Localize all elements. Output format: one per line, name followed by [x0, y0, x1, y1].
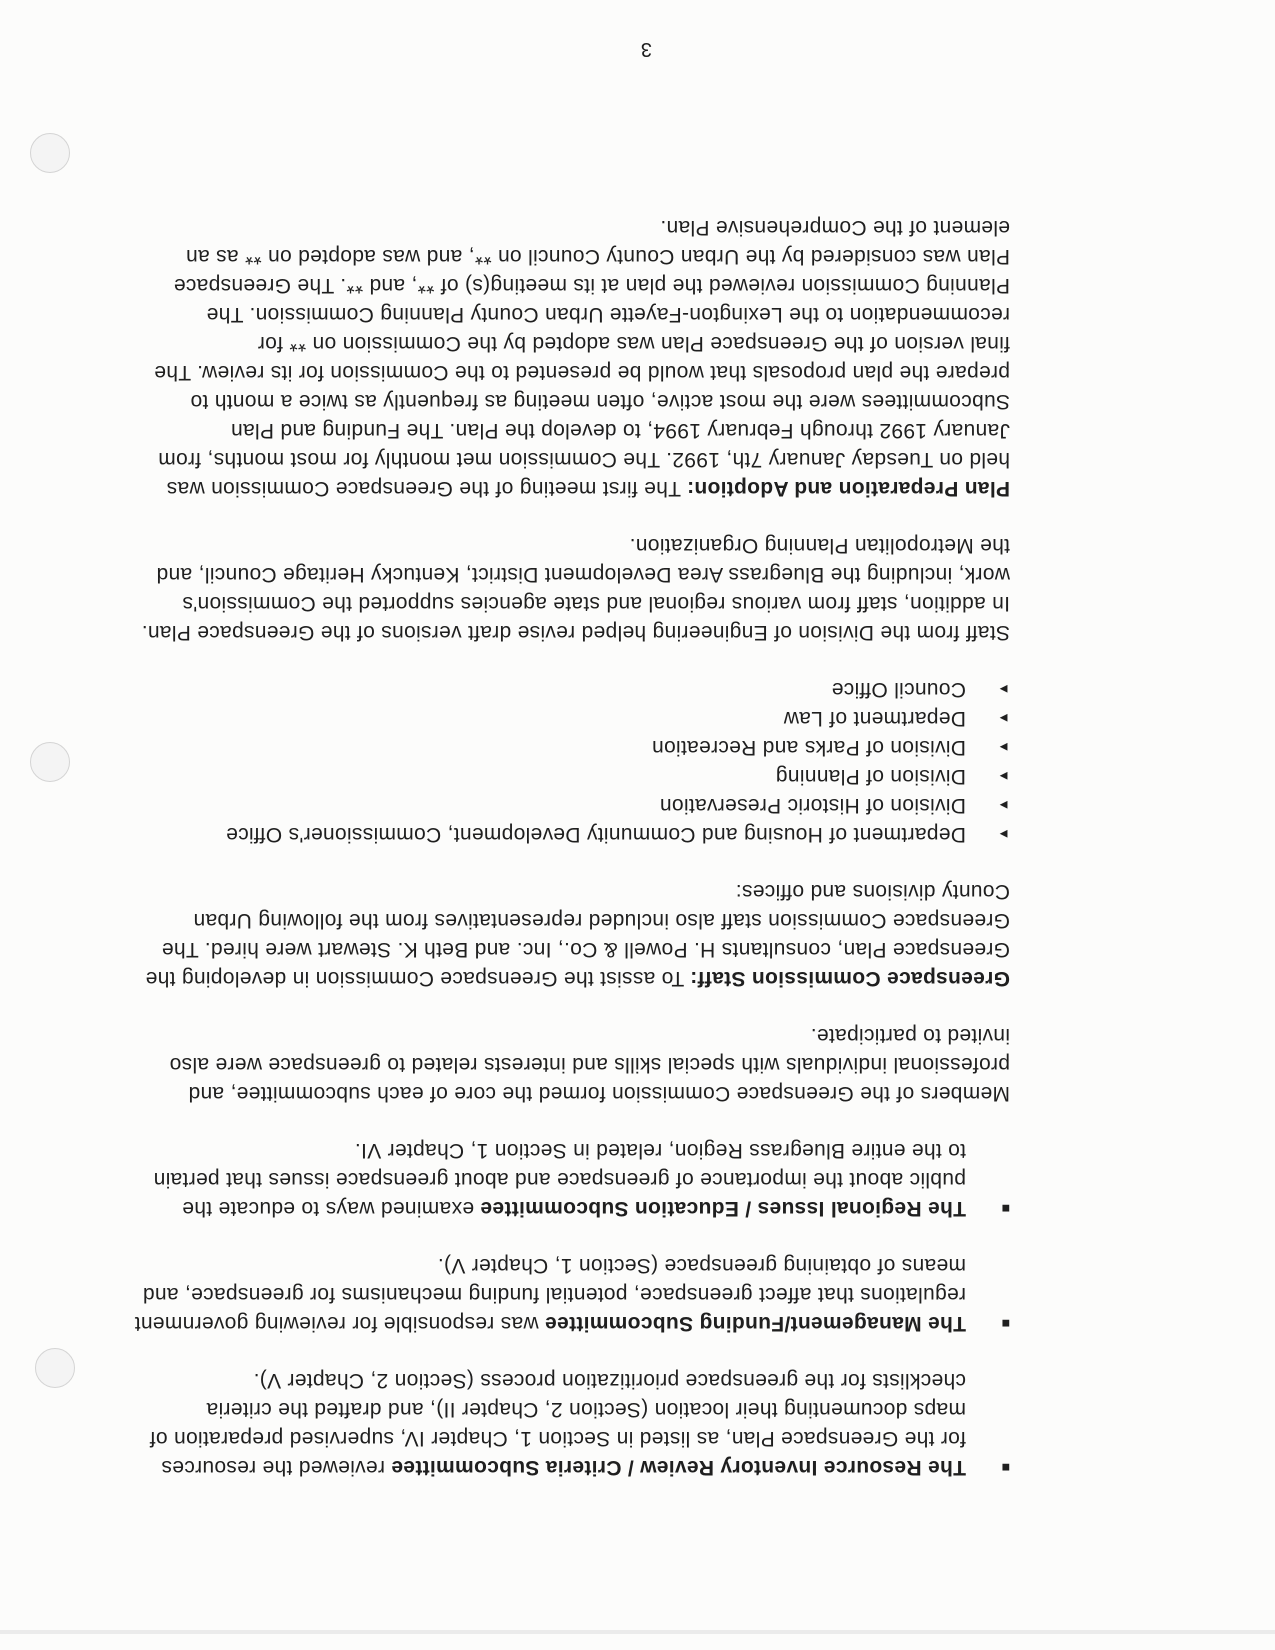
bullet-resource-inventory: [130, 1366, 1010, 1482]
offices-list: [130, 675, 1010, 849]
adoption-heading: Plan Preparation and Adoption:: [686, 477, 1010, 500]
page-number: 3: [640, 38, 652, 60]
list-item: ► Council Office: [130, 675, 1010, 704]
adoption-text: The first meeting of the Greenspace Commission was held on Tuesday January 7th, 1992. The Commission met monthly for most months, from January 1992 through February 1994, to develop the Plan. The Funding and Plan Subcommittees were the most active, often meeting as frequently as twice a month to prepare the plan proposals that would be presented to the Commission for its review. The final version of the Greenspace Plan was adopted by the Commission on ** for recommendation to the Lexington-Fayette Urban County Planning Commission. The Planning Commission reviewed the plan at its meeting(s) of **, and **. The Greenspace Plan was considered by the Urban County Council on **, and was adopted on ** as an element of the Comprehensive Plan.: [154, 216, 1010, 500]
staff-heading: Greenspace Commission Staff:: [690, 967, 1010, 990]
triangle-bullet-icon: ►: [996, 740, 1010, 755]
triangle-bullet-icon: ►: [996, 827, 1010, 842]
list-item: ► Division of Planning: [130, 762, 1010, 791]
subcommittee-name: The Management/Funding Subcommittee: [544, 1312, 966, 1335]
subcommittee-name: The Regional Issues / Education Subcommittee: [480, 1197, 966, 1220]
adoption-paragraph: [130, 213, 1010, 503]
subcommittee-description: was responsible for reviewing government regulations that affect greenspace, potential funding mechanisms for greenspace, and means of obtaining greenspace (Section 1, Chapter V).: [134, 1254, 966, 1335]
list-item: ► Department of Law: [130, 704, 1010, 733]
square-bullet-icon: ■: [1001, 1460, 1010, 1476]
list-item: ► Division of Historic Preservation: [130, 791, 1010, 820]
subcommittee-description: examined ways to educate the public about the importance of greenspace and about greenspace issues that pertain to the entire Bluegrass Region, related in Section 1, Chapter VI.: [153, 1139, 966, 1220]
document-body: [130, 185, 1010, 1482]
triangle-bullet-icon: ►: [996, 711, 1010, 726]
square-bullet-icon: ■: [1001, 1316, 1010, 1332]
staff-text: To assist the Greenspace Commission in developing the Greenspace Plan, consultants H. Powell & Co., Inc. and Beth K. Stewart were hired. The Greenspace Commission staff also included representatives from the following Urban County divisions and offices:: [145, 880, 1010, 990]
list-item: ► Division of Parks and Recreation: [130, 733, 1010, 762]
members-paragraph: Members of the Greenspace Commission formed the core of each subcommittee, and professional individuals with special skills and interests related to greenspace were also invited to participate.: [169, 1024, 1010, 1105]
list-item: ► Department of Housing and Community Development, Commissioner's Office: [130, 820, 1010, 849]
subcommittee-name: The Resource Inventory Review / Criteria Subcommittee: [391, 1456, 966, 1479]
staff-paragraph: [130, 877, 1010, 993]
triangle-bullet-icon: ►: [996, 798, 1010, 813]
triangle-bullet-icon: ►: [996, 682, 1010, 697]
bullet-regional-issues: [130, 1136, 1010, 1223]
triangle-bullet-icon: ►: [996, 769, 1010, 784]
square-bullet-icon: ■: [1001, 1201, 1010, 1217]
engineering-staff-paragraph: Staff from the Division of Engineering helped revise draft versions of the Greenspace Plan. In addition, staff from various regional and state agencies supported the Commission's work, including the Bluegrass Area Development District, Kentucky Heritage Council, and the Metropolitan Planning Organization.: [141, 534, 1010, 644]
subcommittee-description: reviewed the resources for the Greenspace Plan, as listed in Section 1, Chapter IV, supervised preparation of maps documenting their location (Section 2, Chapter II), and drafted the criteria checklists for the greenspace prioritization process (Section 2, Chapter V).: [149, 1369, 966, 1479]
bullet-management-funding: [130, 1251, 1010, 1338]
